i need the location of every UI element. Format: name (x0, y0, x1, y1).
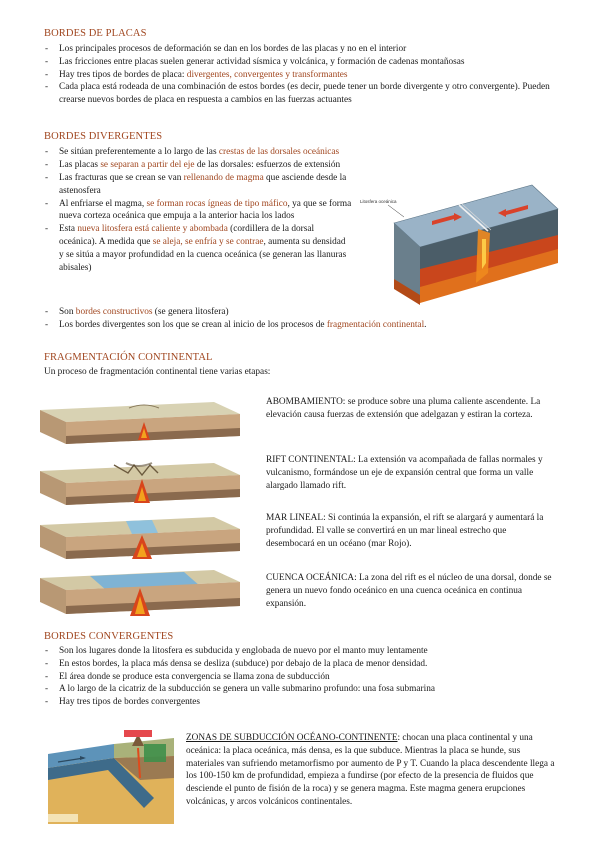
stage-mar-lineal: MAR LINEAL: Si continúa la expansión, el rift se alargará y aumentará la profundidad. El valle se convertirá en un mar lineal estrecho que desembocará en un océano (mar Rojo). (266, 513, 544, 549)
stage-cuenca-oceanica-illustration (34, 566, 244, 626)
list-item: - Las fricciones entre placas suelen generar actividad sísmica y volcánica, y formación de cadenas montañosas (44, 56, 566, 69)
stage-mar-lineal-illustration (34, 513, 244, 571)
list-bordes-placas (44, 43, 566, 107)
subduction-illustration (44, 728, 178, 828)
list-item: - Hay tres tipos de bordes de placa: divergentes, convergentes y transformantes (44, 69, 566, 82)
stage-cuenca-oceanica: CUENCA OCEÁNICA: La zona del rift es el núcleo de una dorsal, donde se genera un nuevo fondo oceánico en una cuenca oceánica en continua expansión. (266, 573, 552, 609)
list-item: - Los principales procesos de deformación se dan en los bordes de las placas y no en el interior (44, 43, 566, 56)
fragmentacion-intro: Un proceso de fragmentación continental tiene varias etapas: (44, 367, 271, 377)
stage-abombamiento-illustration (34, 400, 244, 456)
list-bordes-convergentes (44, 645, 566, 709)
list-item: - Esta nueva litosfera está caliente y abombada (cordillera de la dorsal oceánica). A medida que se aleja, se enfría y se contrae, aumenta su densidad y se sitúa a mayor profundidad en la cuenca oceánica (se generan las llanuras abisales) (44, 223, 352, 274)
divergent-figure-label: Litosfera oceánica (360, 199, 397, 204)
divergent-boundary-illustration (358, 183, 560, 309)
list-bordes-divergentes-mid (44, 172, 352, 274)
stage-abombamiento: ABOMBAMIENTO: se produce sobre una pluma caliente ascendente. La elevación causa fuerzas de extensión que adelgazan y estiran la corteza. (266, 397, 541, 420)
list-item: - A lo largo de la cicatriz de la subducción se genera un valle submarino profundo: una fosa submarina (44, 683, 566, 696)
list-item: - Son los lugares donde la litosfera es subducida y englobada de nuevo por el manto muy lentamente (44, 645, 566, 658)
list-item: - Las placas se separan a partir del eje de las dorsales: esfuerzos de extensión (44, 159, 556, 172)
list-item: - Cada placa está rodeada de una combinación de estos bordes (es decir, puede tener un borde divergente y otro convergente). Pueden crearse nuevos bordes de placa en respuesta a cambios en las fuerzas actuantes (44, 81, 566, 107)
list-item: - Son bordes constructivos (se genera litosfera) (44, 306, 566, 319)
list-item: - Las fracturas que se crean se van rellenando de magma que asciende desde la astenosfera (44, 172, 352, 198)
list-item: - Hay tres tipos de bordes convergentes (44, 696, 566, 709)
list-bordes-divergentes-top (44, 146, 556, 172)
heading-bordes-convergentes: BORDES CONVERGENTES (44, 631, 174, 642)
list-item: - Se sitúan preferentemente a lo largo de las crestas de las dorsales oceánicas (44, 146, 556, 159)
list-item: - Los bordes divergentes son los que se crean al inicio de los procesos de fragmentación continental. (44, 319, 566, 332)
heading-fragmentacion: FRAGMENTACIÓN CONTINENTAL (44, 352, 213, 363)
stage-rift-illustration (34, 459, 244, 515)
zonas-subduccion-oceano-continente: ZONAS DE SUBDUCCIÓN OCÉANO-CONTINENTE: chocan una placa continental y una oceánica: la placa oceánica, más densa, es la que subduce. Mientras la placa se hunde, sus materiales van sufriendo metamorfismo por aumento de P y T. Cuando la placa descendente llega a los 100-150 km de profundidad, empieza a fundirse (por efecto de la presencia de fluidos que desciende el punto de fisión de la roca) y se genera magma. Este magma genera erupciones volcánicas, y arcos volcánicos continentales. (186, 733, 555, 807)
list-bordes-divergentes-bottom (44, 306, 566, 332)
heading-bordes-placas: BORDES DE PLACAS (44, 28, 147, 39)
list-item: - En estos bordes, la placa más densa se desliza (subduce) por debajo de la placa de menor densidad. (44, 658, 566, 671)
list-item: - El área donde se produce esta convergencia se llama zona de subducción (44, 671, 566, 684)
stage-rift: RIFT CONTINENTAL: La extensión va acompañada de fallas normales y vulcanismo, formándose un eje de expansión central que forma un valle alargado llamado rift. (266, 455, 543, 491)
heading-bordes-divergentes: BORDES DIVERGENTES (44, 131, 163, 142)
list-item: - Al enfriarse el magma, se forman rocas ígneas de tipo máfico, ya que se forma nueva corteza oceánica que empuja a la anterior hacia los lados (44, 198, 352, 224)
